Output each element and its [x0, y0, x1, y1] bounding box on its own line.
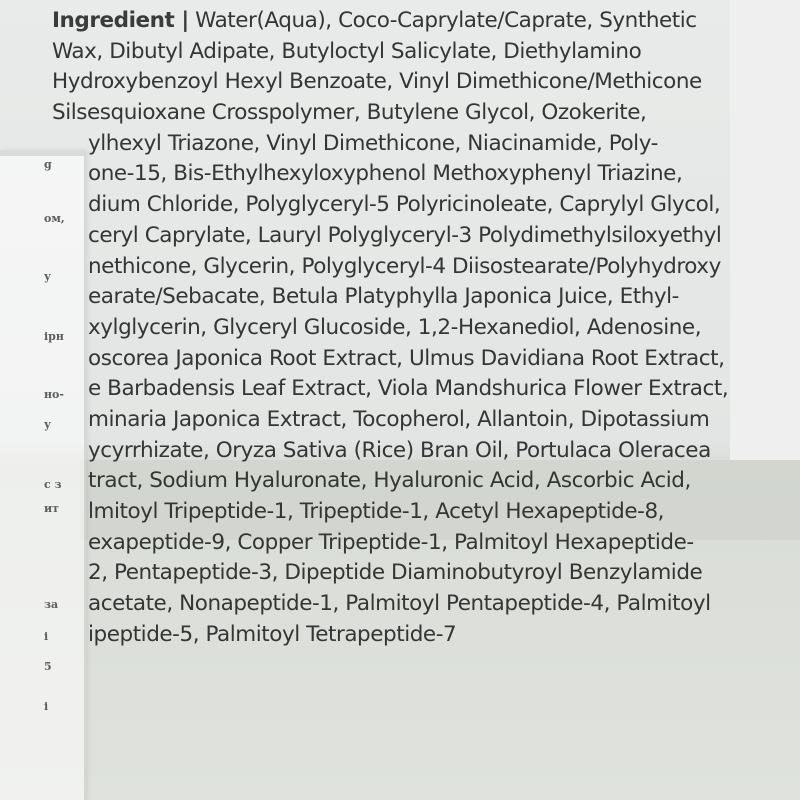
- ingredient-line: minaria Japonica Extract, Tocopherol, Allantoin, Dipotassium: [88, 406, 710, 432]
- ingredient-line: ipeptide-5, Palmitoyl Tetrapeptide-7: [88, 621, 457, 647]
- ingredient-line: one-15, Bis-Ethylhexyloxyphenol Methoxyphenyl Triazine,: [88, 161, 683, 187]
- side-fragment: у: [44, 270, 52, 283]
- ingredient-line: tract, Sodium Hyaluronate, Hyaluronic Acid, Ascorbic Acid,: [88, 468, 691, 494]
- ingredient-line: acetate, Nonapeptide-1, Palmitoyl Pentapeptide-4, Palmitoyl: [88, 591, 711, 617]
- ingredient-line: oscorea Japonica Root Extract, Ulmus Davidiana Root Extract,: [88, 345, 725, 371]
- ingredient-line: ylhexyl Triazone, Vinyl Dimethicone, Niacinamide, Poly-: [88, 130, 658, 156]
- film-top-edge: [0, 150, 84, 156]
- ingredient-line: 2, Pentapeptide-3, Dipeptide Diaminobutyroyl Benzylamide: [88, 560, 703, 586]
- side-fragment: ом,: [44, 212, 65, 225]
- ingredient-line: lmitoyl Tripeptide-1, Tripeptide-1, Acetyl Hexapeptide-8,: [88, 499, 665, 524]
- side-fragment: g: [44, 158, 52, 171]
- side-fragment: і: [44, 630, 49, 643]
- side-fragment: і: [44, 700, 49, 713]
- side-fragment: ит: [44, 502, 59, 515]
- ingredient-line: xylglycerin, Glyceryl Glucoside, 1,2-Hexanediol, Adenosine,: [88, 314, 702, 340]
- ingredient-line: Wax, Dibutyl Adipate, Butyloctyl Salicylate, Diethylamino: [52, 38, 642, 64]
- side-fragment: с з: [44, 478, 62, 491]
- side-fragment: но-: [44, 388, 64, 401]
- ingredient-line: ycyrrhizate, Oryza Sativa (Rice) Bran Oil, Portulaca Oleracea: [88, 437, 711, 463]
- ingredient-text: Water(Aqua), Coco-Caprylate/Caprate, Synthetic: [195, 8, 697, 33]
- transparent-film-overlay: [0, 150, 86, 800]
- side-fragment: 5: [44, 660, 52, 673]
- side-fragment: за: [44, 598, 59, 611]
- side-fragment: ірн: [44, 330, 64, 343]
- ingredient-heading: Ingredient |: [52, 8, 189, 33]
- ingredient-line: ceryl Caprylate, Lauryl Polyglyceryl-3 Polydimethylsiloxyethyl: [88, 222, 722, 248]
- ingredient-line: Silsesquioxane Crosspolymer, Butylene Glycol, Ozokerite,: [52, 100, 647, 126]
- ingredient-list: [52, 6, 752, 650]
- ingredient-line: dium Chloride, Polyglyceryl-5 Polyricinoleate, Caprylyl Glycol,: [88, 192, 721, 218]
- side-fragment: у: [44, 418, 52, 431]
- ingredient-line-1: [52, 6, 752, 37]
- ingredient-line: nethicone, Glycerin, Polyglyceryl-4 Diisostearate/Polyhydroxy: [88, 253, 721, 279]
- ingredient-line: exapeptide-9, Copper Tripeptide-1, Palmitoyl Hexapeptide-: [88, 529, 694, 555]
- ingredient-line: Hydroxybenzoyl Hexyl Benzoate, Vinyl Dimethicone/Methicone: [52, 69, 702, 95]
- ingredient-line: e Barbadensis Leaf Extract, Viola Mandshurica Flower Extract,: [88, 376, 729, 402]
- ingredient-line: earate/Sebacate, Betula Platyphylla Japonica Juice, Ethyl-: [88, 284, 679, 310]
